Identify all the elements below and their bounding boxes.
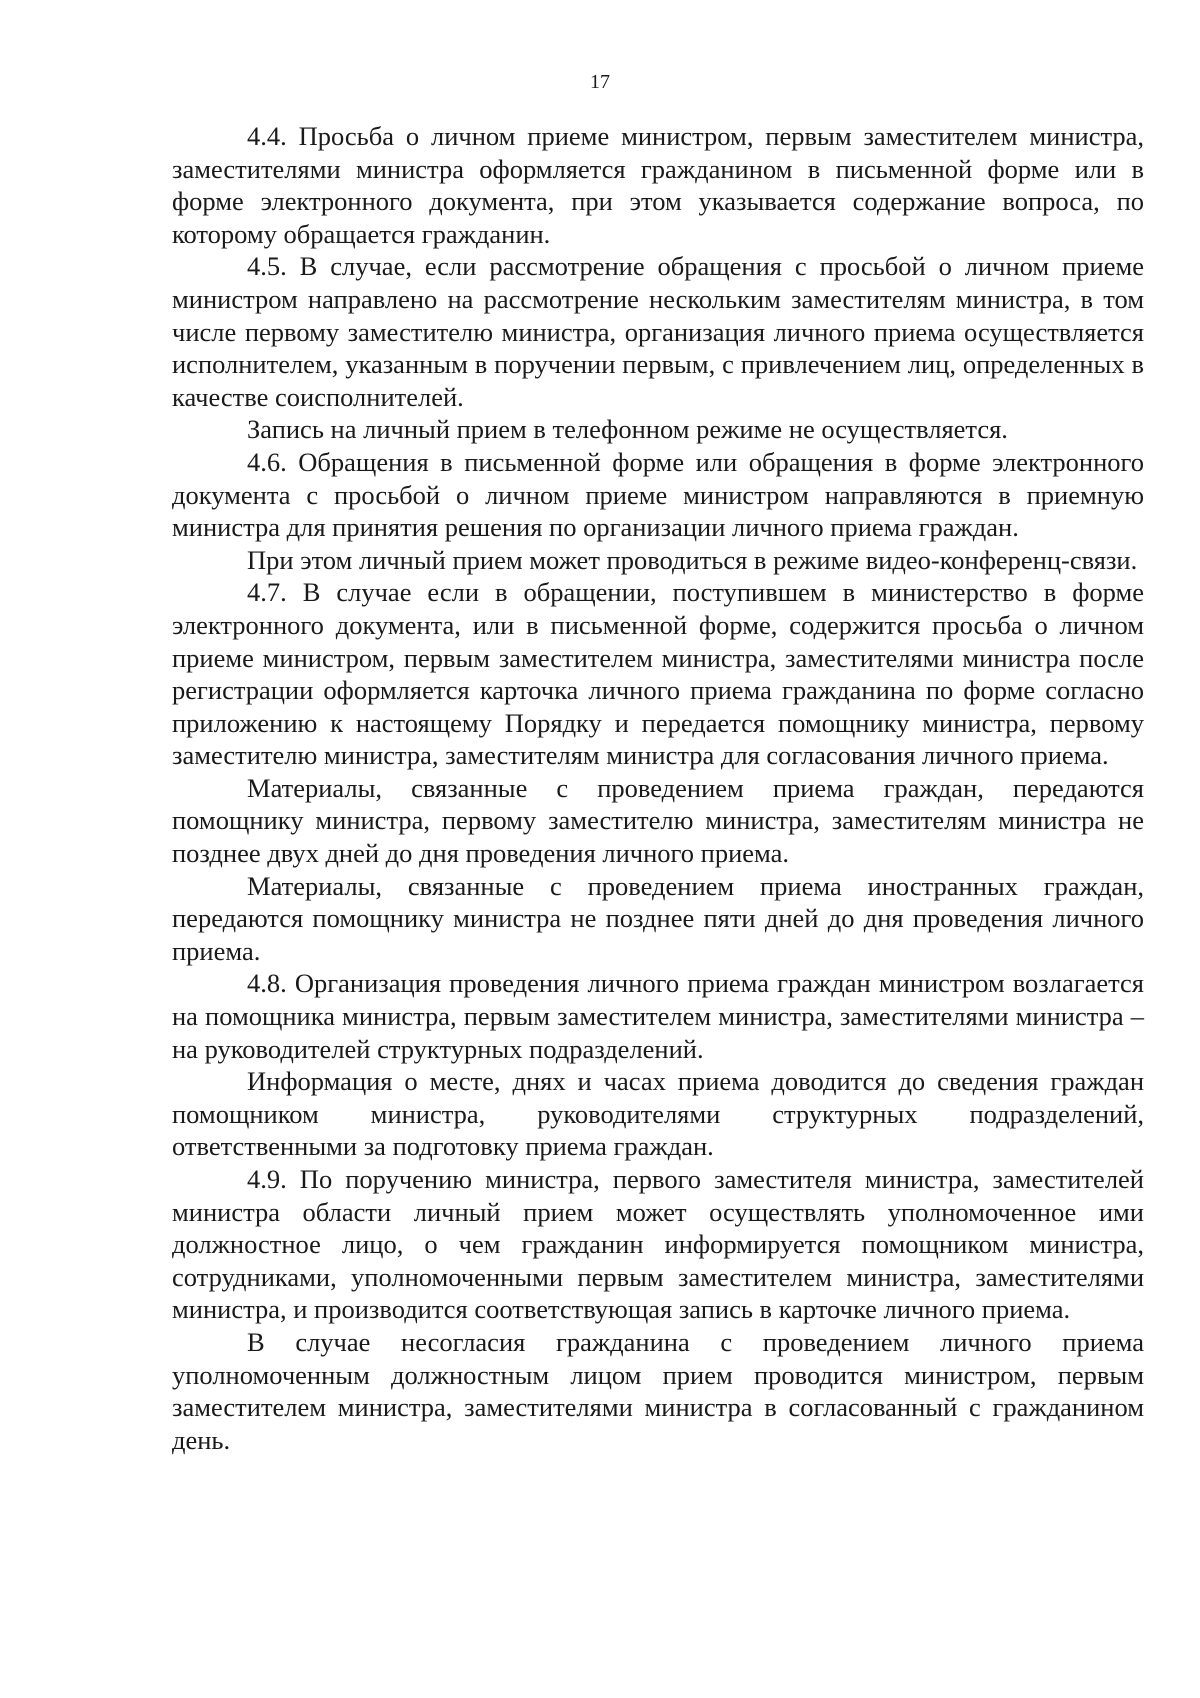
paragraph-phone-registration: Запись на личный прием в телефонном режиме не осуществляется. <box>247 414 1008 445</box>
paragraph-4-8: 4.8. Организация проведения личного приема граждан министром возлагается на помощника министра, первым заместителем министра, заместителями министра – на руководителей структурных подразделений. <box>172 968 1144 1064</box>
paragraph-4-4: 4.4. Просьба о личном приеме министром, первым заместителем министра, заместителями министра оформляется гражданином в письменной форме или в форме электронного документа, при этом указывается содержание вопроса, по которому обращается гражданин. <box>172 121 1144 249</box>
paragraph-disagreement: В случае несогласия гражданина с проведением личного приема уполномоченным должностным лицом прием проводится министром, первым заместителем министра, заместителями министра в согласованный с гражданином день. <box>172 1326 1144 1455</box>
paragraph-materials: Материалы, связанные с проведением приема граждан, передаются помощнику министра, первому заместителю министра, заместителям министра не позднее двух дней до дня проведения личного приема. <box>172 772 1144 869</box>
document-body <box>172 120 1144 1456</box>
paragraph-schedule-info: Информация о месте, днях и часах приема доводится до сведения граждан помощником министра, руководителями структурных подразделений, ответственными за подготовку приема граждан. <box>172 1066 1144 1162</box>
paragraph-video-conference: При этом личный прием может проводиться в режиме видео-конференц-связи. <box>247 544 1138 575</box>
page-number: 17 <box>590 71 610 93</box>
paragraph-4-6: 4.6. Обращения в письменной форме или обращения в форме электронного документа с просьбой о личном приеме министром направляются в приемную министра для принятия решения по организации личного приема граждан. <box>172 446 1144 543</box>
paragraph-4-7: 4.7. В случае если в обращении, поступившем в министерство в форме электронного документа, или в письменной форме, содержится просьба о личном приеме министром, первым заместителем министра, заместителями министра после регистрации оформляется карточка личного приема гражданина по форме согласно приложению к настоящему Порядку и передается помощнику министра, первому заместителю министра, заместителям министра для согласования личного приема. <box>172 577 1144 771</box>
paragraph-4-9: 4.9. По поручению министра, первого заместителя министра, заместителей министра области личный прием может осуществлять уполномоченное ими должностное лицо, о чем гражданин информируется помощником министра, сотрудниками, уполномоченными первым заместителем министра, заместителями министра, и производится соответствующая запись в карточке личного приема. <box>172 1164 1144 1325</box>
paragraph-4-5: 4.5. В случае, если рассмотрение обращения с просьбой о личном приеме министром направлено на рассмотрение нескольким заместителям министра, в том числе первому заместителю министра, организация личного приема осуществляется исполнителем, указанным в поручении первым, с привлечением лиц, определенных в качестве соисполнителей. <box>172 251 1144 412</box>
paragraph-foreign-materials: Материалы, связанные с проведением приема иностранных граждан, передаются помощнику министра не позднее пяти дней до дня проведения личного приема. <box>172 870 1144 966</box>
